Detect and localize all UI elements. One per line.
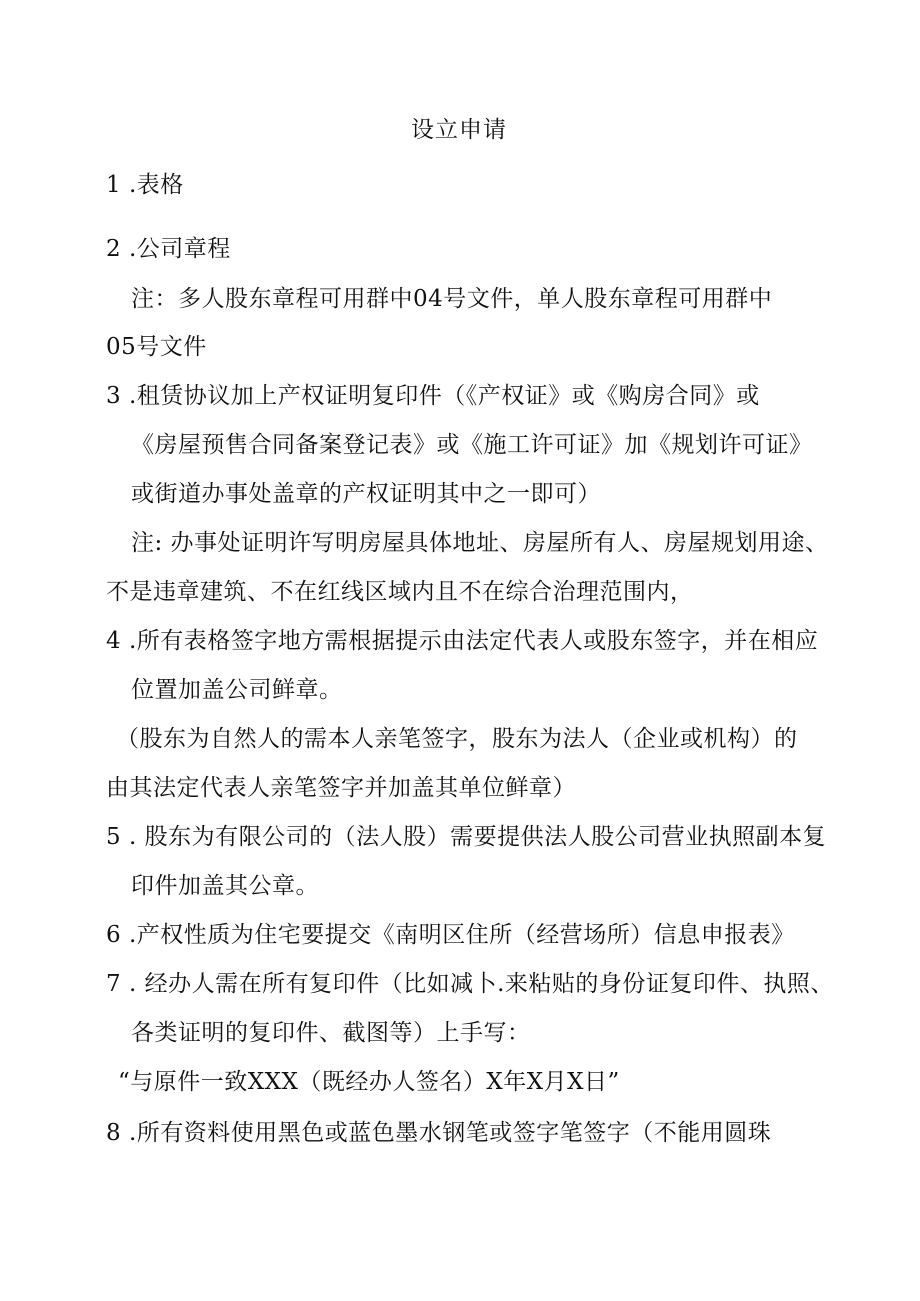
item-8-line-1: 8 .所有资料使用黑色或蓝色墨水钢笔或签字笔签字（不能用圆珠 <box>106 1120 772 1146</box>
note-3-line-2: 不是违章建筑、不在红线区域内且不在综合治理范围内， <box>106 579 694 605</box>
item-7-quote: “与原件一致XXX（既经办人签名）X年X月X日” <box>118 1069 620 1095</box>
item-3-line-3: 或街道办事处盖章的产权证明其中之一即可） <box>131 481 601 507</box>
item-1: 1 .表格 <box>106 172 184 198</box>
item-7-line-1: 7 . 经办人需在所有复印件（比如减卜.来粘贴的身份证复印件、执照、 <box>106 971 834 997</box>
item-3-line-2: 《房屋预售合同备案登记表》或《施工许可证》加《规划许可证》 <box>131 432 813 458</box>
item-5-line-2: 印件加盖其公章。 <box>131 873 319 899</box>
note-2-line-1: 注：多人股东章程可用群中04号文件，单人股东章程可用群中 <box>131 286 773 312</box>
page-title: 设立申请 <box>411 117 507 143</box>
note-3-line-1: 注: 办事处证明许写明房屋具体地址、房屋所有人、房屋规划用途、 <box>131 530 829 556</box>
item-4-line-2: 位置加盖公司鲜章。 <box>131 677 343 703</box>
item-2: 2 .公司章程 <box>106 236 231 262</box>
item-4-note-line-1: （股东为自然人的需本人亲笔签字，股东为法人（企业或机构）的 <box>116 726 798 752</box>
item-4-note-line-2: 由其法定代表人亲笔签字并加盖其单位鲜章） <box>106 775 576 801</box>
note-2-line-2: 05号文件 <box>106 334 207 360</box>
item-7-line-2: 各类证明的复印件、截图等）上手写： <box>131 1020 531 1046</box>
item-3-line-1: 3 .租赁协议加上产权证明复印件（《产权证》或《购房合同》或 <box>106 383 760 409</box>
item-6: 6 .产权性质为住宅要提交《南明区住所（经营场所）信息申报表》 <box>106 922 795 948</box>
item-5-line-1: 5 . 股东为有限公司的（法人股）需要提供法人股公司营业执照副本复 <box>106 824 827 850</box>
item-4-line-1: 4 .所有表格签字地方需根据提示由法定代表人或股东签字，并在相应 <box>106 628 819 654</box>
